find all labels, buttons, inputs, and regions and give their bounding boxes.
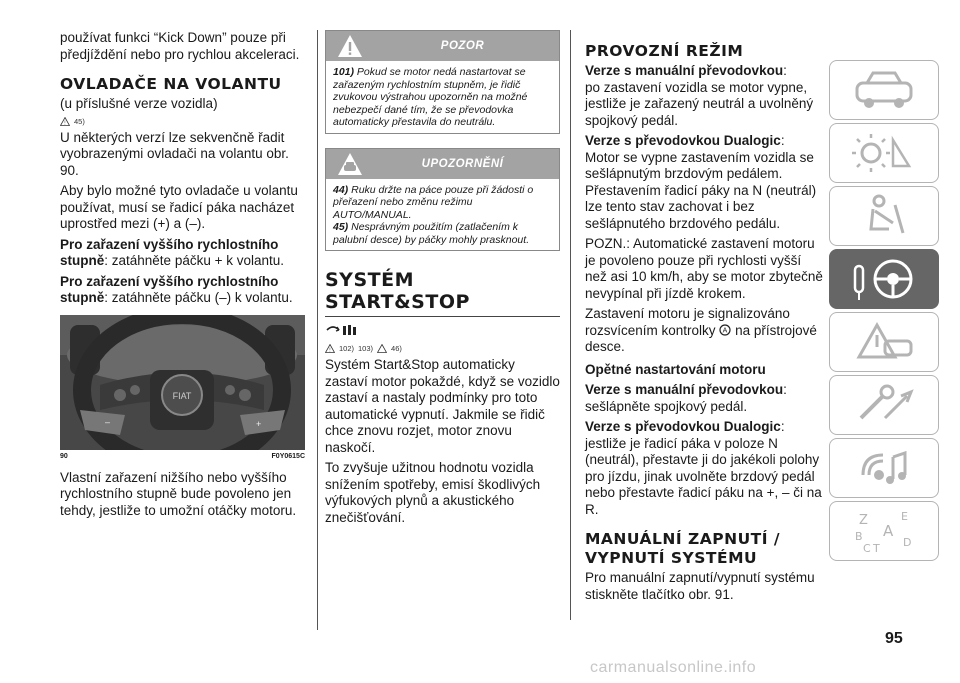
manual-toggle-paragraph: Pro manuální zapnutí/vypnutí systému stiskněte tlačítko obr. 91. [585,570,815,602]
tab-index[interactable] [829,501,939,561]
restart-dualogic-text: jestliže je řadicí páka v poloze N (neutrál), přestavte ji do jakékoli polohy pro jízdu, jinak uvolněte brzdový pedál nebo přestavte řadicí páku na +, – či na R. [585,435,822,517]
section-manual-text: po zastavení vozidla se motor vypne, jestliže je zařazený neutrál a uvolněný spojkový pedál. [585,79,814,128]
caution-title: POZOR [440,40,485,52]
start-stop-indicator-icon [719,324,731,336]
caution-text: Pokud se motor nedá nastartovat se zařazeným rychlostním stupněm, je řidič zvukovou výstrahou upozorněn na možné nebezpečí dané tím, že se převodovka automaticky přestavila do neutrálu. [333,66,528,128]
paragraph-1: U některých verzí lze sekvenčně řadit vyobrazenými ovladači na volantu obr. 90. [60,129,289,178]
notice-item-45 [333,221,552,246]
restart-dualogic-bold: Verze s převodovkou Dualogic [585,419,781,434]
svg-text:–: – [105,416,111,427]
steering-wheel-illustration [60,315,305,450]
note-paragraph: POZN.: Automatické zastavení motoru je povoleno pouze při rychlosti vyšší než asi 10 km/h, aby se motor zbytečně nevypínal při jízdě krokem. [585,236,823,301]
section-manual: Verze s manuální převodovkou: po zastavení vozidla se motor vypne, jestliže je zařazený neutrál a uvolněný spojkový pedál. [585,63,814,128]
tab-steering-key[interactable] [829,249,939,309]
media-nav-icon [849,445,919,491]
section-dualogic: Verze s převodovkou Dualogic: Motor se vypne zastavením vozidla se sešlápnutým brzdovým pedálem. Přestavením řadicí páky na N (neutrál) lze tento stav zachovat i bez sešlápnutého brzdového pedálu. [585,133,817,231]
heading-manual-toggle-line2: VYPNUTÍ SYSTÉMU [585,549,758,567]
start-stop-icon [325,323,361,337]
heading-start-stop-line1: SYSTÉM [325,269,414,291]
column-divider-1 [317,30,318,630]
caution-number: 101) [333,66,355,78]
index-letter: T [873,542,880,554]
start-stop-symbol [325,323,560,342]
index-letters-icon [849,508,919,554]
heading-manual-toggle [585,530,825,568]
caution-box [325,30,560,134]
ref-103: 103) [358,344,374,353]
caution-body [326,61,559,133]
notice-text-45: Nesprávným použitím (zatlačením k palubní desce) by páčky mohly prasknout. [333,221,530,246]
car-overview-icon [849,67,919,113]
subheading-version: (u příslušné verze vozidla) [60,96,218,111]
start-stop-paragraph-1: Systém Start&Stop automaticky zastaví motor pokaždé, když se vozidlo zastaví a nastaly podmínky pro toto automatické vypnutí. Jakmile se řidič chce znovu rozjet, motor znovu naskočí. [325,357,560,455]
section-dualogic-text: Motor se vypne zastavením vozidla se sešlápnutým brzdovým pedálem. Přestavením řadicí páky na N (neutrál) lze tento stav zachovat i bez sešlápnutého brzdového pedálu. [585,149,817,231]
heading-underline [325,316,560,317]
section-manual-bold: Verze s manuální převodovkou [585,63,784,78]
page-number: 95 [885,630,903,647]
item-upshift-text: : zatáhněte páčku + k volantu. [104,253,285,268]
notice-number-45: 45) [333,221,349,233]
index-letter: C [863,542,871,554]
notice-box [325,148,560,252]
ref-46: 46) [391,344,402,353]
index-letter: E [901,510,908,523]
ref-102: 102) [339,344,355,353]
start-stop-paragraph-2: To zvyšuje užitnou hodnotu vozidla snížením spotřeby, emisí škodlivých výfukových plynů a akustického znečišťování. [325,460,541,525]
notice-triangle-icon [377,344,387,353]
signal-text-b: na přístrojové desce. [585,322,817,354]
column-1 [60,30,310,523]
tab-dashboard-lights[interactable] [829,123,939,183]
tab-service-tools[interactable] [829,375,939,435]
signal-text-a: Zastavení motoru je signalizováno rozsvícením kontrolky [585,306,790,338]
item-downshift-bold: Pro zařazení vyššího rychlostního stupně [60,273,279,305]
heading-operating-mode: PROVOZNÍ REŽIM [585,42,744,60]
column-divider-2 [570,30,571,620]
svg-text:!: ! [64,120,66,126]
steering-wheel-figure [60,315,305,450]
ref-number: 45) [74,116,85,126]
tab-media-nav[interactable] [829,438,939,498]
paragraph-3: Vlastní zařazení nižšího nebo vyššího rychlostního stupně bude povoleno jen tehdy, jestliže to umožní otáčky motoru. [60,469,297,518]
paragraph-2: Aby bylo možné tyto ovladače u volantu používat, musí se řadicí páka nacházet uprostřed mezi (+) a (–). [60,183,298,231]
steering-key-icon [849,256,919,302]
tab-warning[interactable] [829,312,939,372]
notice-header [326,149,559,179]
heading-restart: Opětné nastartování motoru [585,361,766,377]
heading-manual-toggle-line1: MANUÁLNÍ ZAPNUTÍ / [585,530,781,548]
notice-item-44 [333,184,552,222]
tab-seat-safety[interactable] [829,186,939,246]
figure-number: 90 [60,452,68,460]
index-letter: D [903,536,912,549]
start-stop-refs [325,344,560,353]
restart-dualogic: Verze s převodovkou Dualogic: jestliže je řadicí páka v poloze N (neutrál), přestavte ji do jakékoli polohy pro jízdu, jinak uvolněte brzdový pedál nebo přestavte řadicí páku na +, – či na R. [585,419,822,517]
caution-header [326,31,559,61]
notice-body [326,179,559,251]
item-downshift [60,274,310,307]
warning-triangle-icon [60,117,70,126]
restart-manual-text: sešlápněte spojkový pedál. [585,398,748,414]
heading-steering-controls: OVLADAČE NA VOLANTU [60,75,282,93]
restart-manual-bold: Verze s manuální převodovkou [585,382,784,397]
index-letter: B [855,530,863,543]
svg-text:FIAT: FIAT [172,390,192,401]
ref-line [60,117,310,126]
seat-safety-icon [849,193,919,239]
item-upshift [60,237,310,270]
heading-start-stop [325,269,560,313]
index-letter: Z [859,513,868,528]
item-upshift-bold: Pro zařazení vyššího rychlostního stupně [60,236,279,268]
warning-triangle-icon [849,319,919,365]
signal-paragraph [585,306,825,356]
section-dualogic-bold: Verze s převodovkou Dualogic [585,133,781,148]
svg-text:A: A [722,327,728,334]
heading-start-stop-line2: START&STOP [325,291,470,313]
chapter-tabs [829,60,939,564]
figure-code: F0Y0615C [271,452,305,460]
footer-watermark: carmanualsonline.info [590,659,757,676]
column-3 [585,32,825,607]
intro-text: používat funkci “Kick Down” pouze při předjíždění nebo pro rychlou akceleraci. [60,30,300,62]
dashboard-lights-icon [849,130,919,176]
service-tools-icon [849,382,919,428]
tab-car-overview[interactable] [829,60,939,120]
figure-caption [60,453,305,460]
warning-triangle-icon [325,344,335,353]
svg-text:+: + [256,418,262,429]
item-downshift-text: : zatáhněte páčku (–) k volantu. [104,290,293,305]
notice-number-44: 44) [333,183,349,196]
index-letter: A [883,522,894,540]
restart-manual: Verze s manuální převodovkou: sešlápněte spojkový pedál. [585,382,787,414]
svg-text:!: ! [329,347,331,353]
notice-text-44: Ruku držte na páce pouze při žádosti o přeřazení nebo změnu režimu AUTO/MANUAL. [333,183,534,221]
notice-title: UPOZORNĚNÍ [421,157,504,170]
column-2 [325,30,560,530]
